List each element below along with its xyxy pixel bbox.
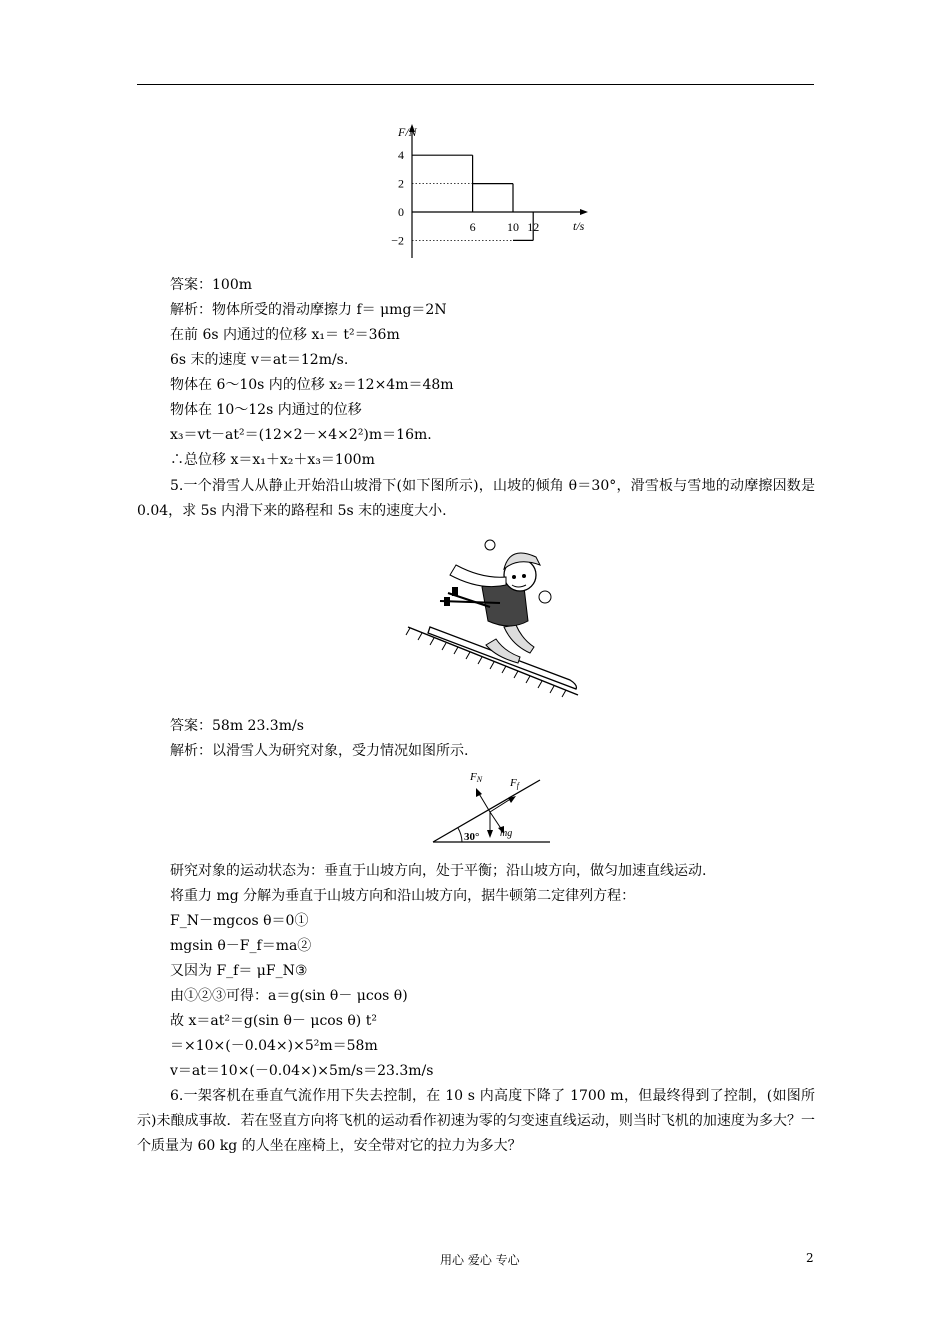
analysis-line: 6s 末的速度 v＝at＝12m/s. — [170, 352, 349, 368]
skier-illustration — [400, 535, 590, 705]
analysis-line: 研究对象的运动状态为：垂直于山坡方向，处于平衡；沿山坡方向，做匀加速直线运动. — [170, 863, 707, 879]
equation-line: 故 x＝at²＝g(sin θ－ μcos θ) t² — [170, 1013, 377, 1029]
answer-4: 答案：100m — [170, 277, 252, 293]
normal-force-label: FN — [470, 771, 483, 784]
friction-force-label: Ff — [510, 777, 519, 790]
header-rule — [137, 84, 814, 85]
angle-label: 30° — [464, 831, 480, 843]
y-tick-label: 2 — [398, 176, 404, 191]
x-axis-label: t/s — [573, 219, 585, 233]
footer-text: 用心 爱心 专心 — [440, 1253, 520, 1267]
gravity-label: mg — [500, 828, 513, 839]
y-tick-label: −2 — [391, 233, 404, 248]
y-tick-label: 4 — [398, 148, 404, 163]
analysis-line: x₃＝vt－at²＝(12×2－×4×2²)m＝16m. — [170, 427, 432, 443]
question-5: 5.一个滑雪人从静止开始沿山坡滑下(如下图所示)，山坡的倾角 θ＝30°，滑雪板与雪地的动摩擦因数是 0.04，求 5s 内滑下来的路程和 5s 末的速度大小. — [137, 478, 815, 519]
analysis-line: ∴总位移 x＝x₁＋x₂＋x₃＝100m — [170, 452, 375, 468]
y-tick-label: 0 — [398, 205, 404, 219]
analysis-line: 解析：物体所受的滑动摩擦力 f＝ μmg＝2N — [170, 302, 447, 318]
analysis-line: 将重力 mg 分解为垂直于山坡方向和沿山坡方向，据牛顿第二定律列方程： — [170, 888, 636, 904]
equation-line: 由①②③可得：a＝g(sin θ－ μcos θ) — [170, 988, 408, 1004]
analysis-5: 解析：以滑雪人为研究对象，受力情况如图所示. — [170, 743, 469, 759]
equation-line: ＝×10×(－0.04×)×5²m＝58m — [170, 1038, 378, 1054]
x-tick-label: 12 — [527, 220, 540, 234]
analysis-line: 物体在 6～10s 内的位移 x₂＝12×4m＝48m — [170, 377, 454, 393]
force-time-chart — [370, 122, 600, 262]
y-axis-label: F/N — [398, 125, 417, 139]
question-6: 6.一架客机在垂直气流作用下失去控制，在 10 s 内高度下降了 1700 m，但最终得到了控制，(如图所示)未酿成事故．若在竖直方向将飞机的运动看作初速为零的匀变速直线运动，则当时飞机的加速度为多大？一个质量为 60 kg 的人坐在座椅上，安全带对它的拉力为多大？ — [137, 1088, 815, 1154]
page-number: 2 — [806, 1251, 814, 1265]
answer-5: 答案：58m 23.3m/s — [170, 718, 304, 734]
force-diagram — [430, 768, 560, 848]
equation-line: 又因为 F_f＝ μF_N③ — [170, 963, 308, 979]
equation-line: v＝at＝10×(－0.04×)×5m/s＝23.3m/s — [170, 1063, 434, 1079]
analysis-line: 在前 6s 内通过的位移 x₁＝ t²＝36m — [170, 327, 400, 343]
x-tick-label: 10 — [507, 220, 519, 234]
equation-line: mgsin θ－F_f＝ma② — [170, 938, 312, 954]
x-tick-label: 6 — [469, 220, 476, 234]
equation-line: F_N－mgcos θ＝0① — [170, 913, 309, 929]
analysis-line: 物体在 10～12s 内通过的位移 — [170, 402, 362, 418]
